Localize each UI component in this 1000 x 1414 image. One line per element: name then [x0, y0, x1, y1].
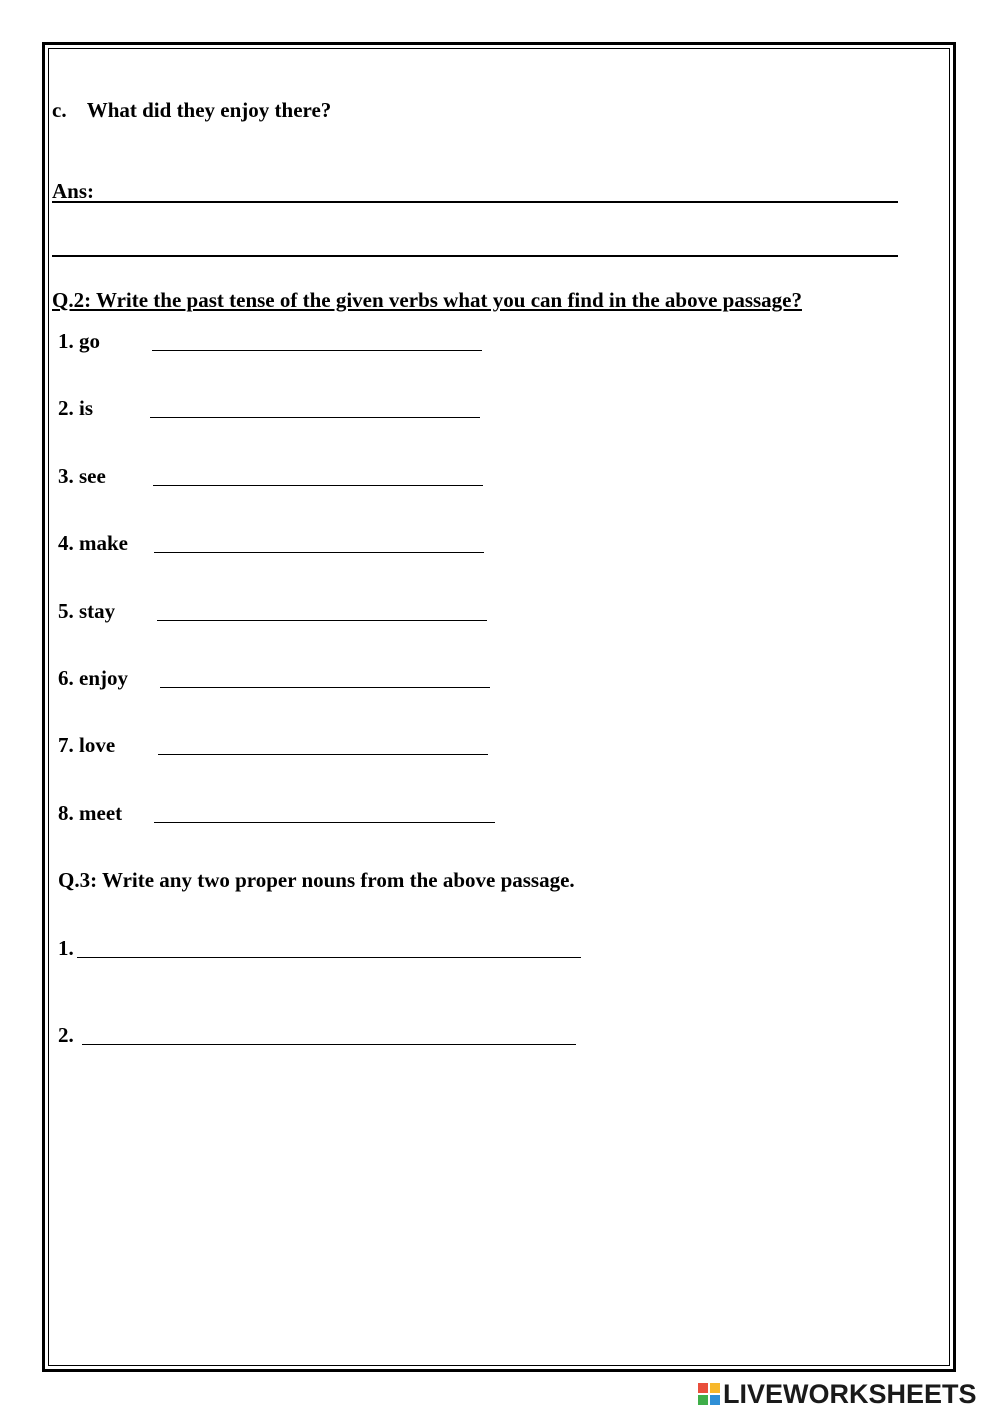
proper-noun-answer-line-2[interactable]: [82, 1044, 576, 1045]
verb-label-go: 1. go: [58, 329, 100, 353]
verb-label-make: 4. make: [58, 531, 128, 555]
answer-label: Ans:: [52, 179, 95, 203]
proper-noun-label-2: 2.: [58, 1023, 74, 1047]
verb-label-enjoy: 6. enjoy: [58, 666, 128, 690]
question-c: [52, 98, 331, 122]
proper-noun-label-1: 1.: [58, 936, 74, 960]
page-border-inner: [48, 48, 950, 1366]
q2-title: Q.2: Write the past tense of the given verbs what you can find in the above passage?: [52, 288, 802, 312]
question-c-label: c.: [52, 98, 67, 122]
question-c-text: What did they enjoy there?: [86, 98, 332, 122]
verb-answer-line-enjoy[interactable]: [160, 687, 490, 688]
liveworksheets-logo-icon: [698, 1383, 720, 1405]
verb-answer-line-go[interactable]: [152, 350, 482, 351]
verb-label-see: 3. see: [58, 464, 106, 488]
proper-noun-answer-line-1[interactable]: [77, 957, 581, 958]
verb-answer-line-stay[interactable]: [157, 620, 487, 621]
verb-answer-line-is[interactable]: [150, 417, 480, 418]
answer-line-2[interactable]: [52, 255, 898, 257]
liveworksheets-logo: [698, 1380, 977, 1408]
q3-title: Q.3: Write any two proper nouns from the above passage.: [58, 868, 575, 892]
verb-label-stay: 5. stay: [58, 599, 116, 623]
liveworksheets-logo-text: LIVEWORKSHEETS: [723, 1378, 977, 1409]
verb-label-meet: 8. meet: [58, 801, 123, 825]
answer-line-1[interactable]: [52, 201, 898, 203]
verb-label-love: 7. love: [58, 733, 116, 757]
verb-answer-line-meet[interactable]: [154, 822, 495, 823]
verb-answer-line-make[interactable]: [154, 552, 484, 553]
verb-label-is: 2. is: [58, 396, 94, 420]
verb-answer-line-see[interactable]: [153, 485, 483, 486]
verb-answer-line-love[interactable]: [158, 754, 488, 755]
